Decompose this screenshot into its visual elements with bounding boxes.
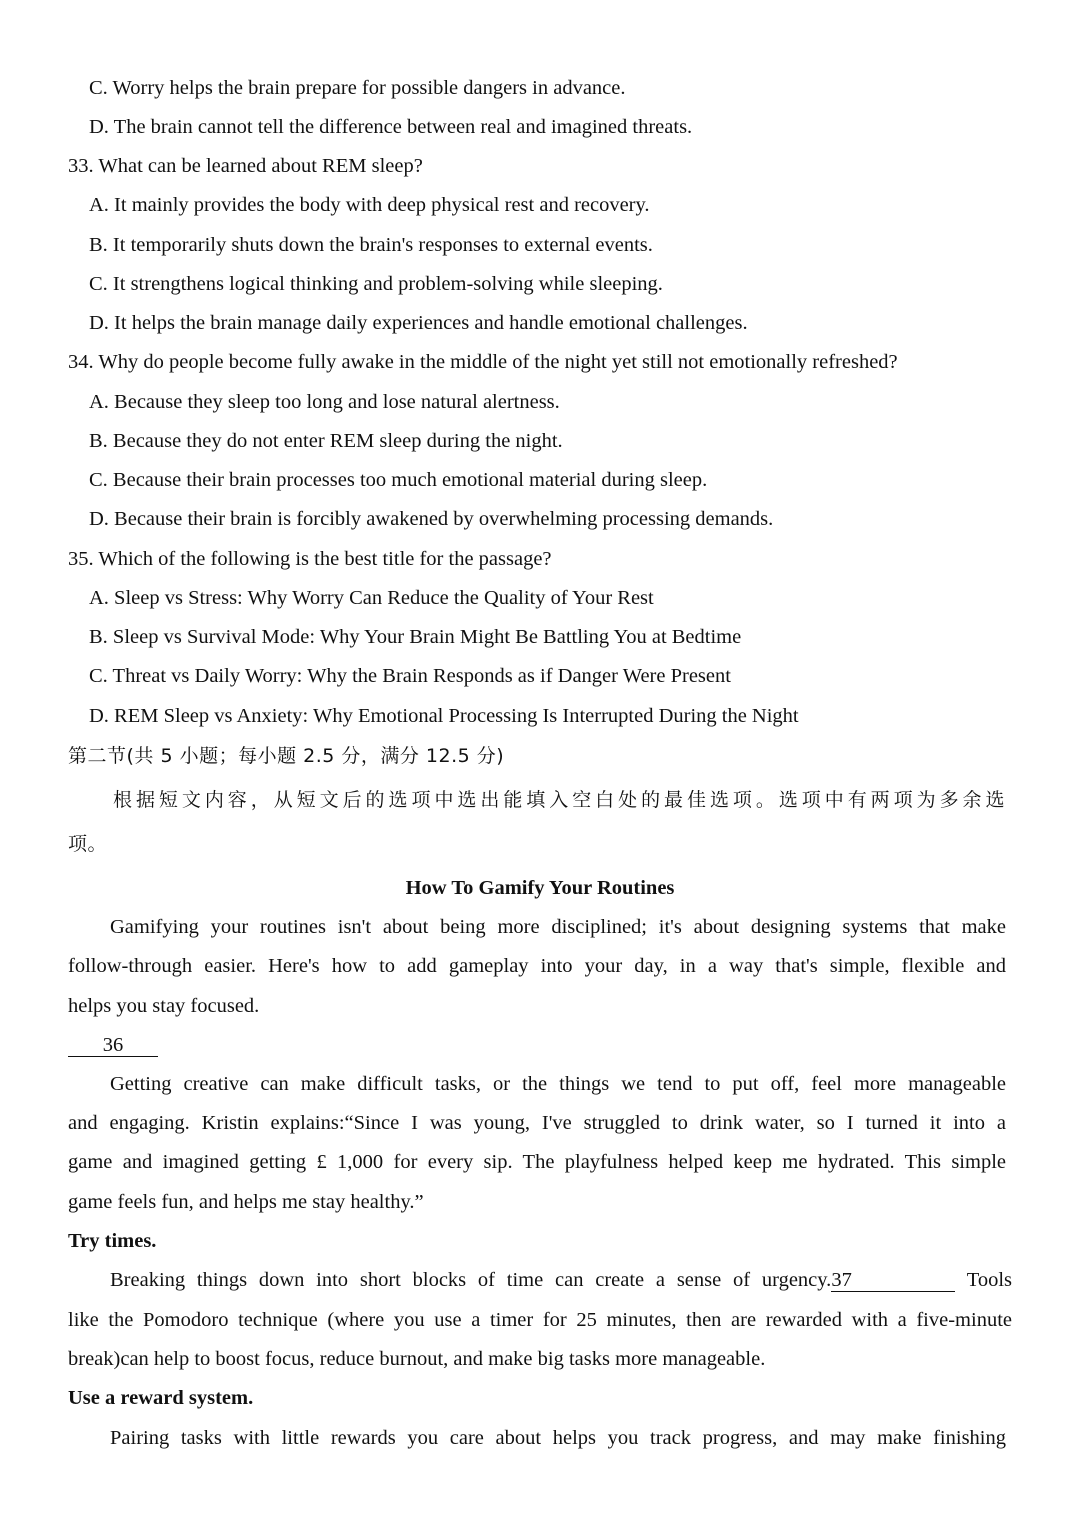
para1-line2: and engaging. Kristin explains:“Since I was young, I've struggled to drink water, so I turned it into a [68,1112,1006,1134]
q34-option-a: A. Because they sleep too long and lose natural alertness. [89,391,560,413]
heading-try-times: Try times. [68,1230,157,1252]
heading-reward-system: Use a reward system. [68,1387,254,1409]
q35-option-c: C. Threat vs Daily Worry: Why the Brain Responds as if Danger Were Present [89,665,731,687]
q35-option-b: B. Sleep vs Survival Mode: Why Your Brain Might Be Battling You at Bedtime [89,626,742,648]
blank-37[interactable]: 37 [831,1269,955,1292]
blank-36[interactable]: 36 [68,1034,158,1057]
para3-line1: Pairing tasks with little rewards you care about helps you track progress, and may make finishing [110,1427,1006,1449]
para2-line1 [110,1267,1012,1293]
para2-line1-before: Breaking things down into short blocks of time can create a sense of urgency. [110,1269,832,1291]
intro-line1: Gamifying your routines isn't about being more disciplined; it's about designing systems that make [110,916,1006,938]
section-instruction-line1: 根据短文内容，从短文后的选项中选出能填入空白处的最佳选项。选项中有两项为多余选 [113,789,1005,811]
para1-line3: game and imagined getting £ 1,000 for every sip. The playfulness helped keep me hydrated. This simple [68,1151,1006,1173]
q34-option-c: C. Because their brain processes too much emotional material during sleep. [89,469,708,491]
intro-line2: follow-through easier. Here's how to add gameplay into your day, in a way that's simple, flexible and [68,955,1006,977]
q34-option-b: B. Because they do not enter REM sleep during the night. [89,430,563,452]
section-heading: 第二节(共 5 小题；每小题 2.5 分，满分 12.5 分) [68,745,505,767]
q32-option-c: C. Worry helps the brain prepare for possible dangers in advance. [89,77,626,99]
q33-option-b: B. It temporarily shuts down the brain's responses to external events. [89,234,653,256]
passage-title: How To Gamify Your Routines [405,877,675,899]
q34-option-d: D. Because their brain is forcibly awakened by overwhelming processing demands. [89,508,774,530]
q32-option-d: D. The brain cannot tell the difference between real and imagined threats. [89,116,693,138]
para1-line1: Getting creative can make difficult tasks, or the things we tend to put off, feel more manageable [110,1073,1006,1095]
para2-line2: like the Pomodoro technique (where you use a timer for 25 minutes, then are rewarded with a five-minute [68,1309,1012,1331]
q35-question: 35. Which of the following is the best title for the passage? [68,548,552,570]
q33-option-a: A. It mainly provides the body with deep physical rest and recovery. [89,194,650,216]
para2-line3: break)can help to boost focus, reduce burnout, and make big tasks more manageable. [68,1348,766,1370]
q34-question: 34. Why do people become fully awake in the middle of the night yet still not emotionally refreshed? [68,351,898,373]
q33-option-c: C. It strengthens logical thinking and problem-solving while sleeping. [89,273,663,295]
para1-line4: game feels fun, and helps me stay healthy.” [68,1191,424,1213]
section-instruction-line2: 项。 [68,833,108,855]
q33-option-d: D. It helps the brain manage daily experiences and handle emotional challenges. [89,312,748,334]
q33-question: 33. What can be learned about REM sleep? [68,155,423,177]
para2-line1-after: Tools [966,1269,1012,1291]
intro-line3: helps you stay focused. [68,995,260,1017]
q35-option-d: D. REM Sleep vs Anxiety: Why Emotional Processing Is Interrupted During the Night [89,705,799,727]
blank-36-line [68,1032,158,1058]
q35-option-a: A. Sleep vs Stress: Why Worry Can Reduce the Quality of Your Rest [89,587,654,609]
